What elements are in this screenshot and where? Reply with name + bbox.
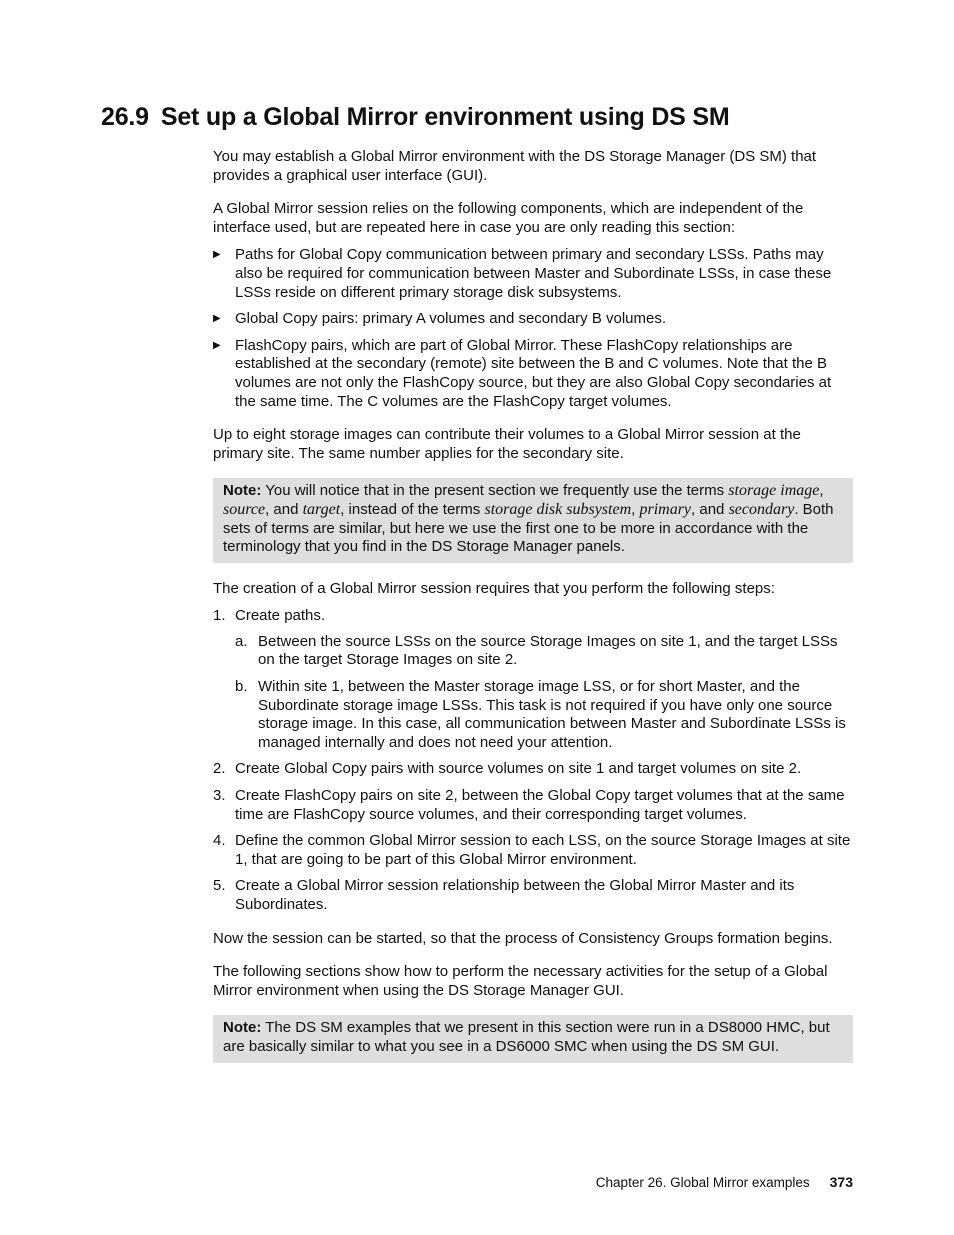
- terminology-note: Note: You will notice that in the present section we frequently use the terms storage image, source, and target, instead of the terms storage disk subsystem, primary, and secondary. Both sets of terms are similar, but here we use the first one to be more in accordance with the terminology that you find in the DS Storage Manager panels.: [213, 478, 853, 562]
- list-item: 5. Create a Global Mirror session relationship between the Global Mirror Master and its Subordinates.: [213, 877, 795, 913]
- following-sections-paragraph: The following sections show how to perform the necessary activities for the setup of a Global Mirror environment when using the DS Storage Manager GUI.: [213, 963, 828, 999]
- section-number: 26.9: [101, 103, 149, 131]
- triangle-right-icon: ▶: [213, 339, 221, 351]
- storage-images-paragraph: Up to eight storage images can contribute their volumes to a Global Mirror session at the primary site. The same number applies for the secondary site.: [213, 426, 801, 462]
- footer-chapter: Chapter 26. Global Mirror examples: [595, 1175, 810, 1190]
- steps-list: [213, 607, 853, 914]
- list-item: ▶ Global Copy pairs: primary A volumes and secondary B volumes.: [213, 310, 667, 328]
- page-footer: [596, 1174, 853, 1190]
- session-start-paragraph: Now the session can be started, so that the process of Consistency Groups formation begins.: [213, 929, 833, 947]
- section-heading: [101, 103, 730, 132]
- triangle-right-icon: ▶: [213, 249, 221, 261]
- list-item: 3. Create FlashCopy pairs on site 2, between the Global Copy target volumes that at the same time are FlashCopy source volumes, and their corresponding target volumes.: [213, 787, 845, 823]
- list-item: ▶ FlashCopy pairs, which are part of Global Mirror. These FlashCopy relationships are established at the secondary (remote) site between the B and C volumes. Note that the B volumes are not only the FlashCopy source, but they are also Global Copy secondaries at the same time. The C volumes are the FlashCopy target volumes.: [213, 336, 832, 410]
- components-list: [213, 246, 853, 411]
- page-number: 373: [829, 1174, 853, 1190]
- page-content: [213, 148, 853, 1080]
- substeps-list: [235, 633, 853, 753]
- list-item: b. Within site 1, between the Master storage image LSS, or for short Master, and the Subordinate storage image LSSs. This task is not required if you have only one source storage image. In this case, all communication between Master and Subordinate LSSs is managed internally and does not need your attention.: [235, 678, 846, 751]
- list-item: 2. Create Global Copy pairs with source volumes on site 1 and target volumes on site 2.: [213, 760, 802, 778]
- list-item: ▶ Paths for Global Copy communication between primary and secondary LSSs. Paths may also be required for communication between Master and Subordinate LSSs, in case these LSSs reside on different primary storage disk subsystems.: [213, 246, 832, 301]
- note-label: Note:: [223, 482, 262, 500]
- list-item: 1. Create paths. a. Between the source LSSs on the source Storage Images on site 1, and the target LSSs on the target Storage Images on site 2. b. Within site 1, between the Master storage image LSS, or for short Master, and the Subordinate storage image LSSs. This task is not required if you have only one source storage image. In this case, all communication between Master and Subordinate LSSs is managed internally and does not need your attention.: [213, 607, 853, 752]
- components-intro-paragraph: A Global Mirror session relies on the following components, which are independent of the interface used, but are repeated here in case you are only reading this section:: [213, 200, 804, 236]
- note-label: Note:: [223, 1019, 262, 1037]
- list-item: 4. Define the common Global Mirror session to each LSS, on the source Storage Images at site 1, that are going to be part of this Global Mirror environment.: [213, 832, 851, 868]
- list-item: a. Between the source LSSs on the source Storage Images on site 1, and the target LSSs on the target Storage Images on site 2.: [235, 632, 838, 669]
- steps-intro-paragraph: The creation of a Global Mirror session requires that you perform the following steps:: [213, 579, 775, 597]
- triangle-right-icon: ▶: [213, 313, 221, 325]
- intro-paragraph: You may establish a Global Mirror environment with the DS Storage Manager (DS SM) that provides a graphical user interface (GUI).: [213, 148, 817, 184]
- ds-sm-note: Note: The DS SM examples that we present in this section were run in a DS8000 HMC, but are basically similar to what you see in a DS6000 SMC when using the DS SM GUI.: [213, 1015, 853, 1062]
- section-title: Set up a Global Mirror environment using DS SM: [160, 103, 730, 131]
